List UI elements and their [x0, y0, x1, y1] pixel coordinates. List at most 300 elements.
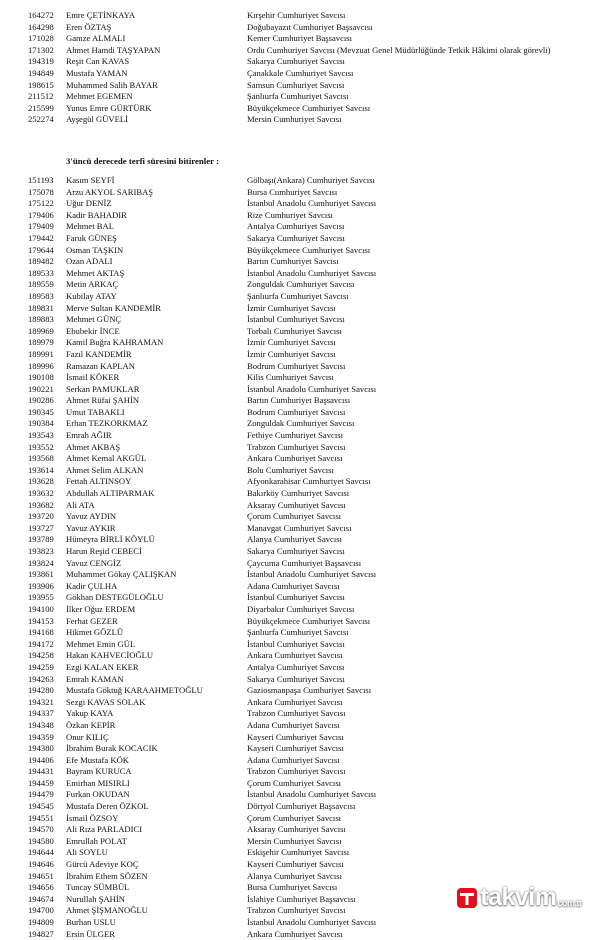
registry-number: 171028	[28, 33, 54, 44]
person-name: Ahmet AKBAŞ	[66, 441, 121, 452]
list-row	[28, 546, 588, 558]
list-row	[28, 662, 588, 674]
registry-number: 252274	[28, 114, 54, 125]
list-row	[28, 592, 588, 604]
person-name: Hikmet GÖZLÜ	[66, 627, 124, 638]
registry-number: 193628	[28, 476, 54, 487]
appointment-list-main	[28, 175, 588, 940]
list-row	[28, 674, 588, 686]
registry-number: 179409	[28, 221, 54, 232]
assigned-post: Adana Cumhuriyet Savcısı	[247, 580, 340, 591]
assigned-post: Doğubayazıt Cumhuriyet Başsavcısı	[247, 21, 373, 32]
assigned-post: İzmir Cumhuriyet Savcısı	[247, 302, 336, 313]
person-name: Mustafa YAMAN	[66, 67, 128, 78]
list-row	[28, 268, 588, 280]
assigned-post: Zonguldak Cumhuriyet Savcısı	[247, 279, 355, 290]
person-name: Mehmet BAL	[66, 221, 114, 232]
person-name: Muhammed Salih BAYAR	[66, 79, 158, 90]
registry-number: 194263	[28, 673, 54, 684]
list-row	[28, 789, 588, 801]
assigned-post: Aksaray Cumhuriyet Savcısı	[247, 824, 346, 835]
person-name: Emrullah POLAT	[66, 835, 127, 846]
assigned-post: Bursa Cumhuriyet Savcısı	[247, 186, 338, 197]
assigned-post: Çorum Cumhuriyet Savcısı	[247, 812, 342, 823]
person-name: Ali Rıza PARLADICI	[66, 824, 143, 835]
person-name: Merve Sultan KANDEMİR	[66, 302, 161, 313]
list-row	[28, 80, 588, 92]
person-name: Tuncay SÜMBÜL	[66, 882, 130, 893]
person-name: Fazıl KANDEMİR	[66, 348, 132, 359]
watermark-tld: com.tr	[557, 897, 582, 908]
assigned-post: İstanbul Anadolu Cumhuriyet Savcısı	[247, 917, 377, 927]
assigned-post: Zonguldak Cumhuriyet Savcısı	[247, 418, 355, 429]
person-name: Faruk GÜNEŞ	[66, 232, 117, 243]
assigned-post: Torbalı Cumhuriyet Savcısı	[247, 325, 342, 336]
person-name: Ezgi KALAN EKER	[66, 661, 139, 672]
assigned-post: Kemer Cumhuriyet Başsavcısı	[247, 33, 353, 44]
assigned-post: Ordu Cumhuriyet Savcısı (Mevzuat Genel Müdürlüğünde Tetkik Hâkimi olarak görevli)	[247, 44, 551, 55]
registry-number: 194172	[28, 638, 54, 649]
person-name: Gökhan DESTEGÜLOĞLU	[66, 592, 164, 603]
person-name: Kasım SEYFİ	[66, 175, 115, 185]
registry-number: 171302	[28, 44, 54, 55]
person-name: Mehmet EGEMEN	[66, 91, 133, 102]
registry-number: 194168	[28, 627, 54, 638]
person-name: Özkan KEPİR	[66, 719, 116, 730]
registry-number: 194380	[28, 743, 54, 754]
person-name: Mehmet AKTAŞ	[66, 267, 125, 278]
list-row	[28, 859, 588, 871]
registry-number: 193614	[28, 464, 54, 475]
assigned-post: İzmir Cumhuriyet Savcısı	[247, 348, 336, 359]
assigned-post: Bursa Cumhuriyet Savcısı	[247, 882, 338, 893]
person-name: Onur KILIÇ	[66, 731, 109, 742]
person-name: Mustafa Deren ÖZKOL	[66, 801, 149, 812]
assigned-post: Gaziosmanpaşa Cumhuriyet Savcısı	[247, 685, 372, 696]
registry-number: 194644	[28, 847, 54, 858]
person-name: Mehmet Emin GÜL	[66, 638, 136, 649]
person-name: Emrah AĞIR	[66, 430, 112, 441]
list-row	[28, 210, 588, 222]
list-row	[28, 558, 588, 570]
assigned-post: Büyükçekmece Cumhuriyet Savcısı	[247, 615, 371, 626]
registry-number: 179406	[28, 209, 54, 220]
takvim-watermark	[456, 883, 582, 912]
assigned-post: Fethiye Cumhuriyet Savcısı	[247, 430, 343, 441]
registry-number: 194321	[28, 696, 54, 707]
person-name: Ahmet Kemal AKGÜL	[66, 453, 147, 464]
registry-number: 194258	[28, 650, 54, 661]
list-row	[28, 708, 588, 720]
assigned-post: İstanbul Anadolu Cumhuriyet Savcısı	[247, 198, 377, 209]
assigned-post: Ankara Cumhuriyet Savcısı	[247, 928, 343, 939]
assigned-post: Rize Cumhuriyet Savcısı	[247, 209, 333, 220]
registry-number: 175078	[28, 186, 54, 197]
list-row	[28, 442, 588, 454]
assigned-post: Adana Cumhuriyet Savcısı	[247, 719, 340, 730]
section-heading: 3'üncü derecede terfi süresini bitirenler :	[66, 156, 220, 166]
person-name: Burhan USLU	[66, 917, 116, 927]
registry-number: 194674	[28, 893, 54, 904]
person-name: Ahmet Rüfai ŞAHİN	[66, 395, 140, 406]
registry-number: 193955	[28, 592, 54, 603]
person-name: Ferhat GEZER	[66, 615, 118, 626]
list-row	[28, 871, 588, 883]
registry-number: 194406	[28, 754, 54, 765]
assigned-post: Gölbaşı(Ankara) Cumhuriyet Savcısı	[247, 175, 375, 185]
list-row	[28, 685, 588, 697]
person-name: İbrahim Ethem SÖZEN	[66, 870, 148, 881]
assigned-post: Kayseri Cumhuriyet Savcısı	[247, 859, 344, 870]
registry-number: 194259	[28, 661, 54, 672]
person-name: Ahmet ŞİŞMANOĞLU	[66, 905, 148, 916]
person-name: Umut TABAKLI	[66, 406, 125, 417]
assigned-post: İstanbul Cumhuriyet Savcısı	[247, 592, 345, 603]
registry-number: 193568	[28, 453, 54, 464]
assigned-post: Kırşehir Cumhuriyet Savcısı	[247, 10, 346, 20]
list-row	[28, 361, 588, 373]
assigned-post: İzmir Cumhuriyet Savcısı	[247, 337, 336, 348]
registry-number: 189969	[28, 325, 54, 336]
person-name: Yavuz AYKIR	[66, 522, 116, 533]
list-row	[28, 68, 588, 80]
person-name: Osman TAŞKIN	[66, 244, 124, 255]
list-row	[28, 56, 588, 68]
person-name: Arzu AKYOL SARIBAŞ	[66, 186, 154, 197]
assigned-post: Çanakkale Cumhuriyet Savcısı	[247, 67, 354, 78]
person-name: Gamze ALMALI	[66, 33, 126, 44]
registry-number: 175122	[28, 198, 54, 209]
registry-number: 189583	[28, 290, 54, 301]
assigned-post: İstanbul Anadolu Cumhuriyet Savcısı	[247, 789, 377, 800]
person-name: Yavuz CENGİZ	[66, 557, 122, 568]
list-row	[28, 91, 588, 103]
person-name: Kadir BAHADIR	[66, 209, 127, 220]
person-name: Metin ARKAÇ	[66, 279, 119, 290]
assigned-post: Şanlıurfa Cumhuriyet Savcısı	[247, 91, 349, 102]
assigned-post: Şanlıurfa Cumhuriyet Savcısı	[247, 290, 349, 301]
registry-number: 194580	[28, 835, 54, 846]
registry-number: 194551	[28, 812, 54, 823]
person-name: Uğur DENİZ	[66, 198, 112, 209]
list-row	[28, 114, 588, 126]
registry-number: 193632	[28, 488, 54, 499]
registry-number: 190221	[28, 383, 54, 394]
list-row	[28, 372, 588, 384]
registry-number: 190286	[28, 395, 54, 406]
assigned-post: Mersin Cumhuriyet Savcısı	[247, 114, 342, 125]
registry-number: 194459	[28, 777, 54, 788]
assigned-post: İstanbul Anadolu Cumhuriyet Savcısı	[247, 569, 377, 580]
registry-number: 164298	[28, 21, 54, 32]
assigned-post: Şanlıurfa Cumhuriyet Savcısı	[247, 627, 349, 638]
registry-number: 194348	[28, 719, 54, 730]
registry-number: 194431	[28, 766, 54, 777]
list-row	[28, 256, 588, 268]
assigned-post: Diyarbakır Cumhuriyet Savcısı	[247, 603, 355, 614]
list-row	[28, 326, 588, 338]
list-row	[28, 755, 588, 767]
list-row	[28, 45, 588, 57]
assigned-post: Antalya Cumhuriyet Savcısı	[247, 661, 345, 672]
person-name: Hümeyra BİRLİ KÖYLÜ	[66, 534, 155, 545]
registry-number: 194651	[28, 870, 54, 881]
assigned-post: Trabzon Cumhuriyet Savcısı	[247, 905, 346, 916]
list-row	[28, 337, 588, 349]
list-row	[28, 488, 588, 500]
registry-number: 190345	[28, 406, 54, 417]
list-row	[28, 801, 588, 813]
person-name: Ahmet Hamdi TAŞYAPAN	[66, 44, 161, 55]
person-name: Abdullah ALTIPARMAK	[66, 488, 155, 499]
list-row	[28, 395, 588, 407]
person-name: Ali SOYLU	[66, 847, 108, 858]
assigned-post: Alanya Cumhuriyet Savcısı	[247, 534, 342, 545]
appointment-list-top	[28, 10, 588, 126]
assigned-post: Bodrum Cumhuriyet Savcısı	[247, 406, 346, 417]
registry-number: 194570	[28, 824, 54, 835]
person-name: Hakan KAHVECİOĞLU	[66, 650, 154, 661]
registry-number: 198615	[28, 79, 54, 90]
registry-number: 193823	[28, 546, 54, 556]
list-row	[28, 929, 588, 940]
list-row	[28, 407, 588, 419]
person-name: Bayram KURUCA	[66, 766, 132, 777]
list-row	[28, 233, 588, 245]
takvim-logo-icon	[456, 887, 478, 909]
registry-number: 194646	[28, 859, 54, 870]
registry-number: 194545	[28, 801, 54, 812]
list-row	[28, 824, 588, 836]
assigned-post: Ankara Cumhuriyet Savcısı	[247, 696, 343, 707]
assigned-post: Bodrum Cumhuriyet Savcısı	[247, 360, 346, 371]
list-row	[28, 349, 588, 361]
registry-number: 211512	[28, 91, 54, 102]
registry-number: 215599	[28, 102, 54, 113]
list-row	[28, 697, 588, 709]
list-row	[28, 453, 588, 465]
watermark-brand: takvim	[480, 883, 557, 911]
assigned-post: İslahiye Cumhuriyet Başsavcısı	[247, 893, 356, 904]
registry-number: 194359	[28, 731, 54, 742]
registry-number: 193720	[28, 511, 54, 522]
assigned-post: Sakarya Cumhuriyet Savcısı	[247, 232, 345, 243]
registry-number: 189831	[28, 302, 54, 313]
assigned-post: İstanbul Anadolu Cumhuriyet Savcısı	[247, 267, 377, 278]
list-row	[28, 10, 588, 22]
person-name: Emirhan MISIRLI	[66, 777, 130, 788]
person-name: Fettah ALTINSOY	[66, 476, 132, 487]
registry-number: 193861	[28, 569, 54, 580]
registry-number: 194153	[28, 615, 54, 626]
registry-number: 194700	[28, 905, 54, 916]
registry-number: 190384	[28, 418, 54, 429]
person-name: Kubilay ATAY	[66, 290, 117, 301]
assigned-post: Afyonkarahisar Cumhuriyet Savcısı	[247, 476, 371, 487]
registry-number: 189979	[28, 337, 54, 348]
list-row	[28, 22, 588, 34]
registry-number: 151193	[28, 175, 54, 185]
registry-number: 189482	[28, 256, 54, 267]
list-row	[28, 639, 588, 651]
registry-number: 189883	[28, 314, 54, 325]
person-name: Emrah KAMAN	[66, 673, 124, 684]
registry-number: 194827	[28, 928, 54, 939]
person-name: Serkan PAMUKLAR	[66, 383, 140, 394]
registry-number: 193824	[28, 557, 54, 568]
assigned-post: Ankara Cumhuriyet Savcısı	[247, 650, 343, 661]
assigned-post: Kayseri Cumhuriyet Savcısı	[247, 743, 344, 754]
person-name: Emre ÇETİNKAYA	[66, 10, 136, 20]
registry-number: 194319	[28, 56, 54, 67]
person-name: Eren ÖZTAŞ	[66, 21, 112, 32]
person-name: Kamil Buğra KAHRAMAN	[66, 337, 164, 348]
list-row	[28, 847, 588, 859]
assigned-post: Trabzon Cumhuriyet Savcısı	[247, 441, 346, 452]
registry-number: 193906	[28, 580, 54, 591]
assigned-post: Antalya Cumhuriyet Savcısı	[247, 221, 345, 232]
person-name: Harun Reşid CEBECİ	[66, 546, 142, 556]
assigned-post: Manavgat Cumhuriyet Savcısı	[247, 522, 352, 533]
person-name: Ersin ÜLGER	[66, 928, 115, 939]
assigned-post: Bolu Cumhuriyet Savcısı	[247, 464, 334, 475]
list-row	[28, 511, 588, 523]
registry-number: 193543	[28, 430, 54, 441]
assigned-post: Samsun Cumhuriyet Savcısı	[247, 79, 345, 90]
person-name: Ahmet Selim ALKAN	[66, 464, 144, 475]
assigned-post: Ankara Cumhuriyet Savcısı	[247, 453, 343, 464]
assigned-post: Kayseri Cumhuriyet Savcısı	[247, 731, 344, 742]
list-row	[28, 534, 588, 546]
person-name: Muhammet Gökay ÇALIŞKAN	[66, 569, 177, 580]
assigned-post: İstanbul Anadolu Cumhuriyet Savcısı	[247, 383, 377, 394]
person-name: Yunus Emre GÜRTÜRK	[66, 102, 152, 113]
list-row	[28, 33, 588, 45]
assigned-post: Sakarya Cumhuriyet Savcısı	[247, 546, 345, 556]
person-name: Yavuz AYDIN	[66, 511, 117, 522]
registry-number: 193727	[28, 522, 54, 533]
list-row	[28, 500, 588, 512]
list-row	[28, 650, 588, 662]
list-row	[28, 569, 588, 581]
list-row	[28, 314, 588, 326]
person-name: Nurullah ŞAHİN	[66, 893, 125, 904]
assigned-post: Trabzon Cumhuriyet Savcısı	[247, 766, 346, 777]
person-name: Mustafa Göktuğ KARAAHMETOĞLU	[66, 685, 203, 696]
list-row	[28, 187, 588, 199]
list-row	[28, 627, 588, 639]
list-row	[28, 221, 588, 233]
registry-number: 194100	[28, 603, 54, 614]
assigned-post: Çorum Cumhuriyet Savcısı	[247, 777, 342, 788]
person-name: Erhan TEZKORKMAZ	[66, 418, 148, 429]
assigned-post: Bartın Cumhuriyet Savcısı	[247, 256, 339, 267]
assigned-post: Büyükçekmece Cumhuriyet Savcısı	[247, 244, 371, 255]
assigned-post: Sakarya Cumhuriyet Savcısı	[247, 56, 345, 67]
registry-number: 194809	[28, 917, 54, 927]
person-name: İbrahim Burak KOCACIK	[66, 743, 158, 754]
list-row	[28, 778, 588, 790]
person-name: Efe Mustafa KÖK	[66, 754, 130, 765]
assigned-post: İstanbul Cumhuriyet Savcısı	[247, 638, 345, 649]
list-row	[28, 836, 588, 848]
list-row	[28, 279, 588, 291]
list-row	[28, 291, 588, 303]
list-row	[28, 103, 588, 115]
assigned-post: Çaycuma Cumhuriyet Başsavcısı	[247, 557, 362, 568]
list-row	[28, 732, 588, 744]
person-name: Sezgi KAVAS SOLAK	[66, 696, 146, 707]
person-name: Ali ATA	[66, 499, 95, 510]
registry-number: 189996	[28, 360, 54, 371]
person-name: Kadir ÇULHA	[66, 580, 118, 591]
assigned-post: İstanbul Cumhuriyet Savcısı	[247, 314, 345, 325]
assigned-post: Alanya Cumhuriyet Savcısı	[247, 870, 342, 881]
registry-number: 193552	[28, 441, 54, 452]
assigned-post: Mersin Cumhuriyet Savcısı	[247, 835, 342, 846]
list-row	[28, 616, 588, 628]
registry-number: 179442	[28, 232, 54, 243]
registry-number: 194849	[28, 67, 54, 78]
list-row	[28, 384, 588, 396]
person-name: İlker Oğuz ERDEM	[66, 603, 136, 614]
registry-number: 189533	[28, 267, 54, 278]
list-row	[28, 581, 588, 593]
assigned-post: Aksaray Cumhuriyet Savcısı	[247, 499, 346, 510]
list-row	[28, 476, 588, 488]
list-row	[28, 175, 588, 187]
list-row	[28, 303, 588, 315]
person-name: İsmail KÖKER	[66, 372, 120, 383]
person-name: Yakup KAYA	[66, 708, 114, 719]
registry-number: 189559	[28, 279, 54, 290]
assigned-post: Trabzon Cumhuriyet Savcısı	[247, 708, 346, 719]
person-name: Ozan ADALI	[66, 256, 113, 267]
list-row	[28, 465, 588, 477]
person-name: Ramazan KAPLAN	[66, 360, 135, 371]
assigned-post: Dörtyol Cumhuriyet Başsavcısı	[247, 801, 356, 812]
assigned-post: Adana Cumhuriyet Savcısı	[247, 754, 340, 765]
registry-number: 194656	[28, 882, 54, 893]
assigned-post: Bartın Cumhuriyet Başsavcısı	[247, 395, 351, 406]
registry-number: 193682	[28, 499, 54, 510]
assigned-post: Çorum Cumhuriyet Savcısı	[247, 511, 342, 522]
person-name: Ebubekir İNCE	[66, 325, 120, 336]
list-row	[28, 418, 588, 430]
list-row	[28, 198, 588, 210]
assigned-post: Büyükçekmece Cumhuriyet Savcısı	[247, 102, 371, 113]
list-row	[28, 766, 588, 778]
assigned-post: Sakarya Cumhuriyet Savcısı	[247, 673, 345, 684]
registry-number: 194280	[28, 685, 54, 696]
person-name: Furkan OKUDAN	[66, 789, 130, 800]
person-name: Mehmet GÜNÇ	[66, 314, 122, 325]
assigned-post: Kilis Cumhuriyet Savcısı	[247, 372, 334, 383]
registry-number: 194479	[28, 789, 54, 800]
list-row	[28, 245, 588, 257]
person-name: Reşit Can KAVAS	[66, 56, 130, 67]
person-name: Gürcü Adeviye KOÇ	[66, 859, 139, 870]
assigned-post: Eskişehir Cumhuriyet Savcısı	[247, 847, 350, 858]
list-row	[28, 813, 588, 825]
registry-number: 164272	[28, 10, 54, 20]
list-row	[28, 523, 588, 535]
list-row	[28, 720, 588, 732]
registry-number: 179644	[28, 244, 54, 255]
list-row	[28, 604, 588, 616]
assigned-post: Bakırköy Cumhuriyet Savcısı	[247, 488, 350, 499]
person-name: Ayşegül GÜVELİ	[66, 114, 128, 125]
